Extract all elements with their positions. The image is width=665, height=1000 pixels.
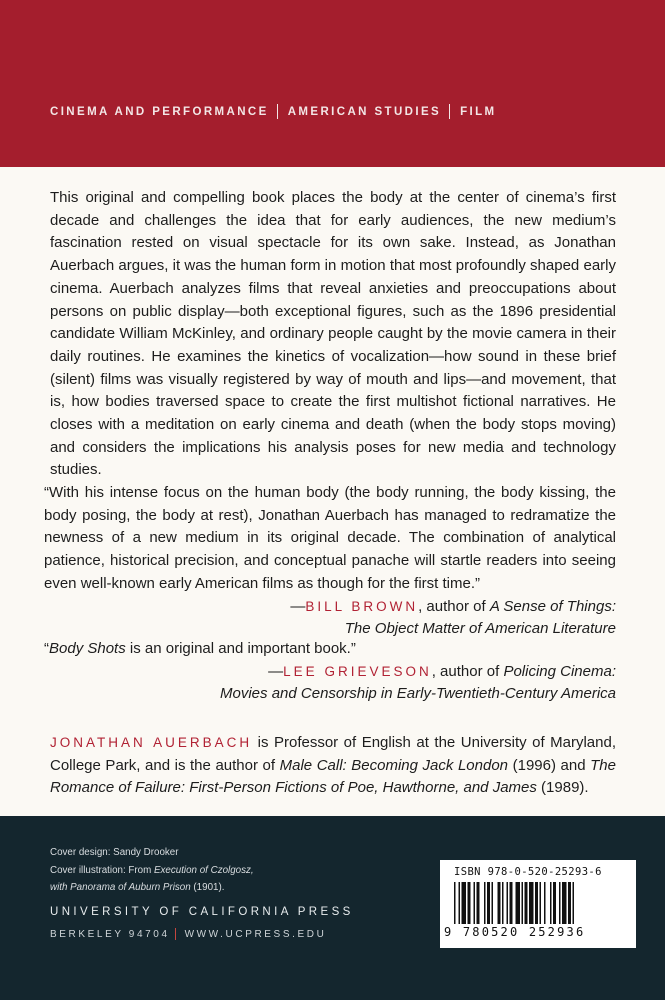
barcode-bar bbox=[516, 882, 521, 924]
bio-book-1: Male Call: Becoming Jack London bbox=[279, 756, 509, 774]
endorsement-1-text: “With his intense focus on the human body (the body running, the body kissing, the body posing, the body at rest), Jonathan Auerbach has managed to redramatize the newness of a new medium in its original decade. The combination of analytical patience, historical precision, and conceptual panache will startle readers into seeing even well-known early American films as though for the first time.” bbox=[44, 484, 616, 592]
barcode-bar bbox=[454, 882, 456, 924]
endorsement-1-name: BILL BROWN bbox=[305, 598, 419, 614]
endorsement-1-book-line1: A Sense of Things: bbox=[489, 597, 616, 615]
endorsement-2 bbox=[44, 638, 616, 706]
barcode-bar bbox=[459, 882, 461, 924]
barcode-bar bbox=[529, 882, 534, 924]
barcode-bar bbox=[462, 882, 467, 924]
endorsement-2-name: LEE GRIEVESON bbox=[283, 663, 432, 679]
bio-text-3: (1989). bbox=[536, 779, 589, 797]
endorsement-2-book-title: Body Shots bbox=[49, 640, 126, 657]
category-american-studies: AMERICAN STUDIES bbox=[287, 105, 442, 118]
publisher-url: WWW.UCPRESS.EDU bbox=[184, 928, 327, 940]
illustration-prefix: Cover illustration: From bbox=[50, 864, 154, 876]
endorsement-1-author-of: , author of bbox=[418, 597, 490, 615]
endorsement-2-text bbox=[44, 638, 616, 661]
book-description bbox=[50, 187, 616, 482]
barcode-bar bbox=[510, 882, 513, 924]
cover-credits bbox=[50, 844, 254, 897]
publisher-name: UNIVERSITY OF CALIFORNIA PRESS bbox=[50, 906, 354, 918]
category-divider bbox=[277, 104, 278, 119]
barcode-bar bbox=[568, 882, 571, 924]
endorsement-2-book-line1: Policing Cinema: bbox=[503, 662, 616, 680]
barcode-bar bbox=[492, 882, 494, 924]
endorsement-2-author-of: , author of bbox=[431, 662, 504, 680]
barcode-bar bbox=[562, 882, 567, 924]
bio-text-2: (1996) and bbox=[508, 756, 591, 774]
barcode-bar bbox=[540, 882, 542, 924]
cover-design-credit: Cover design: Sandy Drooker bbox=[50, 847, 179, 858]
barcode-bar bbox=[522, 882, 524, 924]
endorsement-1-attribution bbox=[44, 596, 616, 641]
author-bio bbox=[50, 732, 616, 800]
barcode-bar bbox=[573, 882, 575, 924]
barcode-bar bbox=[535, 882, 538, 924]
barcode-bar bbox=[487, 882, 490, 924]
illustration-title: Execution of Czolgosz, bbox=[153, 864, 254, 876]
barcode-bar bbox=[507, 882, 509, 924]
endorsement-2-dash: — bbox=[268, 662, 284, 680]
barcode-bar bbox=[525, 882, 528, 924]
cover-illustration-credit-line2 bbox=[50, 879, 254, 897]
barcode-bar bbox=[484, 882, 486, 924]
endorsement-2-open-quote: “ bbox=[44, 640, 49, 657]
subject-categories bbox=[50, 104, 497, 119]
top-color-band bbox=[0, 0, 665, 167]
address-divider bbox=[175, 928, 176, 940]
endorsement-1-book-line2: The Object Matter of American Literature bbox=[344, 620, 616, 638]
publisher-city: BERKELEY 94704 bbox=[50, 928, 170, 940]
isbn-number: ISBN 978-0-520-25293-6 bbox=[454, 866, 602, 878]
barcode-bar bbox=[559, 882, 561, 924]
barcode-bar bbox=[498, 882, 501, 924]
barcode-digit-text: 9 780520 252936 bbox=[444, 925, 586, 939]
endorsement-2-book-line2: Movies and Censorship in Early-Twentieth-Century America bbox=[220, 685, 616, 703]
author-name: JONATHAN AUERBACH bbox=[50, 735, 253, 750]
barcode-bars bbox=[450, 882, 626, 926]
barcode-bar bbox=[474, 882, 476, 924]
description-text: This original and compelling book places the body at the center of cinema’s first decade and challenges the idea that for early audiences, the new medium’s fascination rested on visual spectacle for its own sake. Instead, as Jonathan Auerbach argues, it was the human form in motion that most profoundly shaped early cinema. Auerbach analyzes films that reveal anxieties and preoccupations about persons on public display—both exceptional figures, such as the 1896 presidential candidate William McKinley, and ordinary people caught by the movie camera in their daily routines. He examines the kinetics of vocalization—how sound in these brief (silent) films was visually registered by way of mouth and lips—and movement, that is, how bodies traversed space to create the first multishot fictional narratives. He closes with a meditation on early cinema and death (when the body stops moving) and considers the implications his analysis poses for new media and technology studies. bbox=[50, 189, 616, 479]
category-cinema-performance: CINEMA AND PERFORMANCE bbox=[50, 105, 269, 118]
category-film: FILM bbox=[460, 105, 497, 118]
cover-illustration-credit-line1 bbox=[50, 862, 254, 880]
bio-book-2: The Romance of Failure: First-Person Fictions of Poe, Hawthorne, and James bbox=[50, 756, 616, 797]
bio-text-1: is Professor of English at the University of Maryland, College Park, and is the author of bbox=[50, 734, 617, 774]
barcode-bar bbox=[502, 882, 504, 924]
illustration-year: (1901). bbox=[190, 882, 225, 893]
barcode-bar bbox=[544, 882, 546, 924]
publisher-address bbox=[50, 928, 326, 940]
endorsement-1 bbox=[44, 482, 616, 641]
barcode-bar bbox=[553, 882, 556, 924]
barcode-bar bbox=[468, 882, 471, 924]
illustration-title-cont: with Panorama of Auburn Prison bbox=[50, 882, 191, 893]
isbn-barcode bbox=[440, 860, 636, 948]
endorsement-2-attribution bbox=[44, 661, 616, 706]
endorsement-1-dash: — bbox=[290, 597, 306, 615]
endorsement-2-body: is an original and important book.” bbox=[125, 640, 356, 657]
category-divider bbox=[449, 104, 450, 119]
barcode-bar bbox=[477, 882, 480, 924]
barcode-bar bbox=[550, 882, 552, 924]
